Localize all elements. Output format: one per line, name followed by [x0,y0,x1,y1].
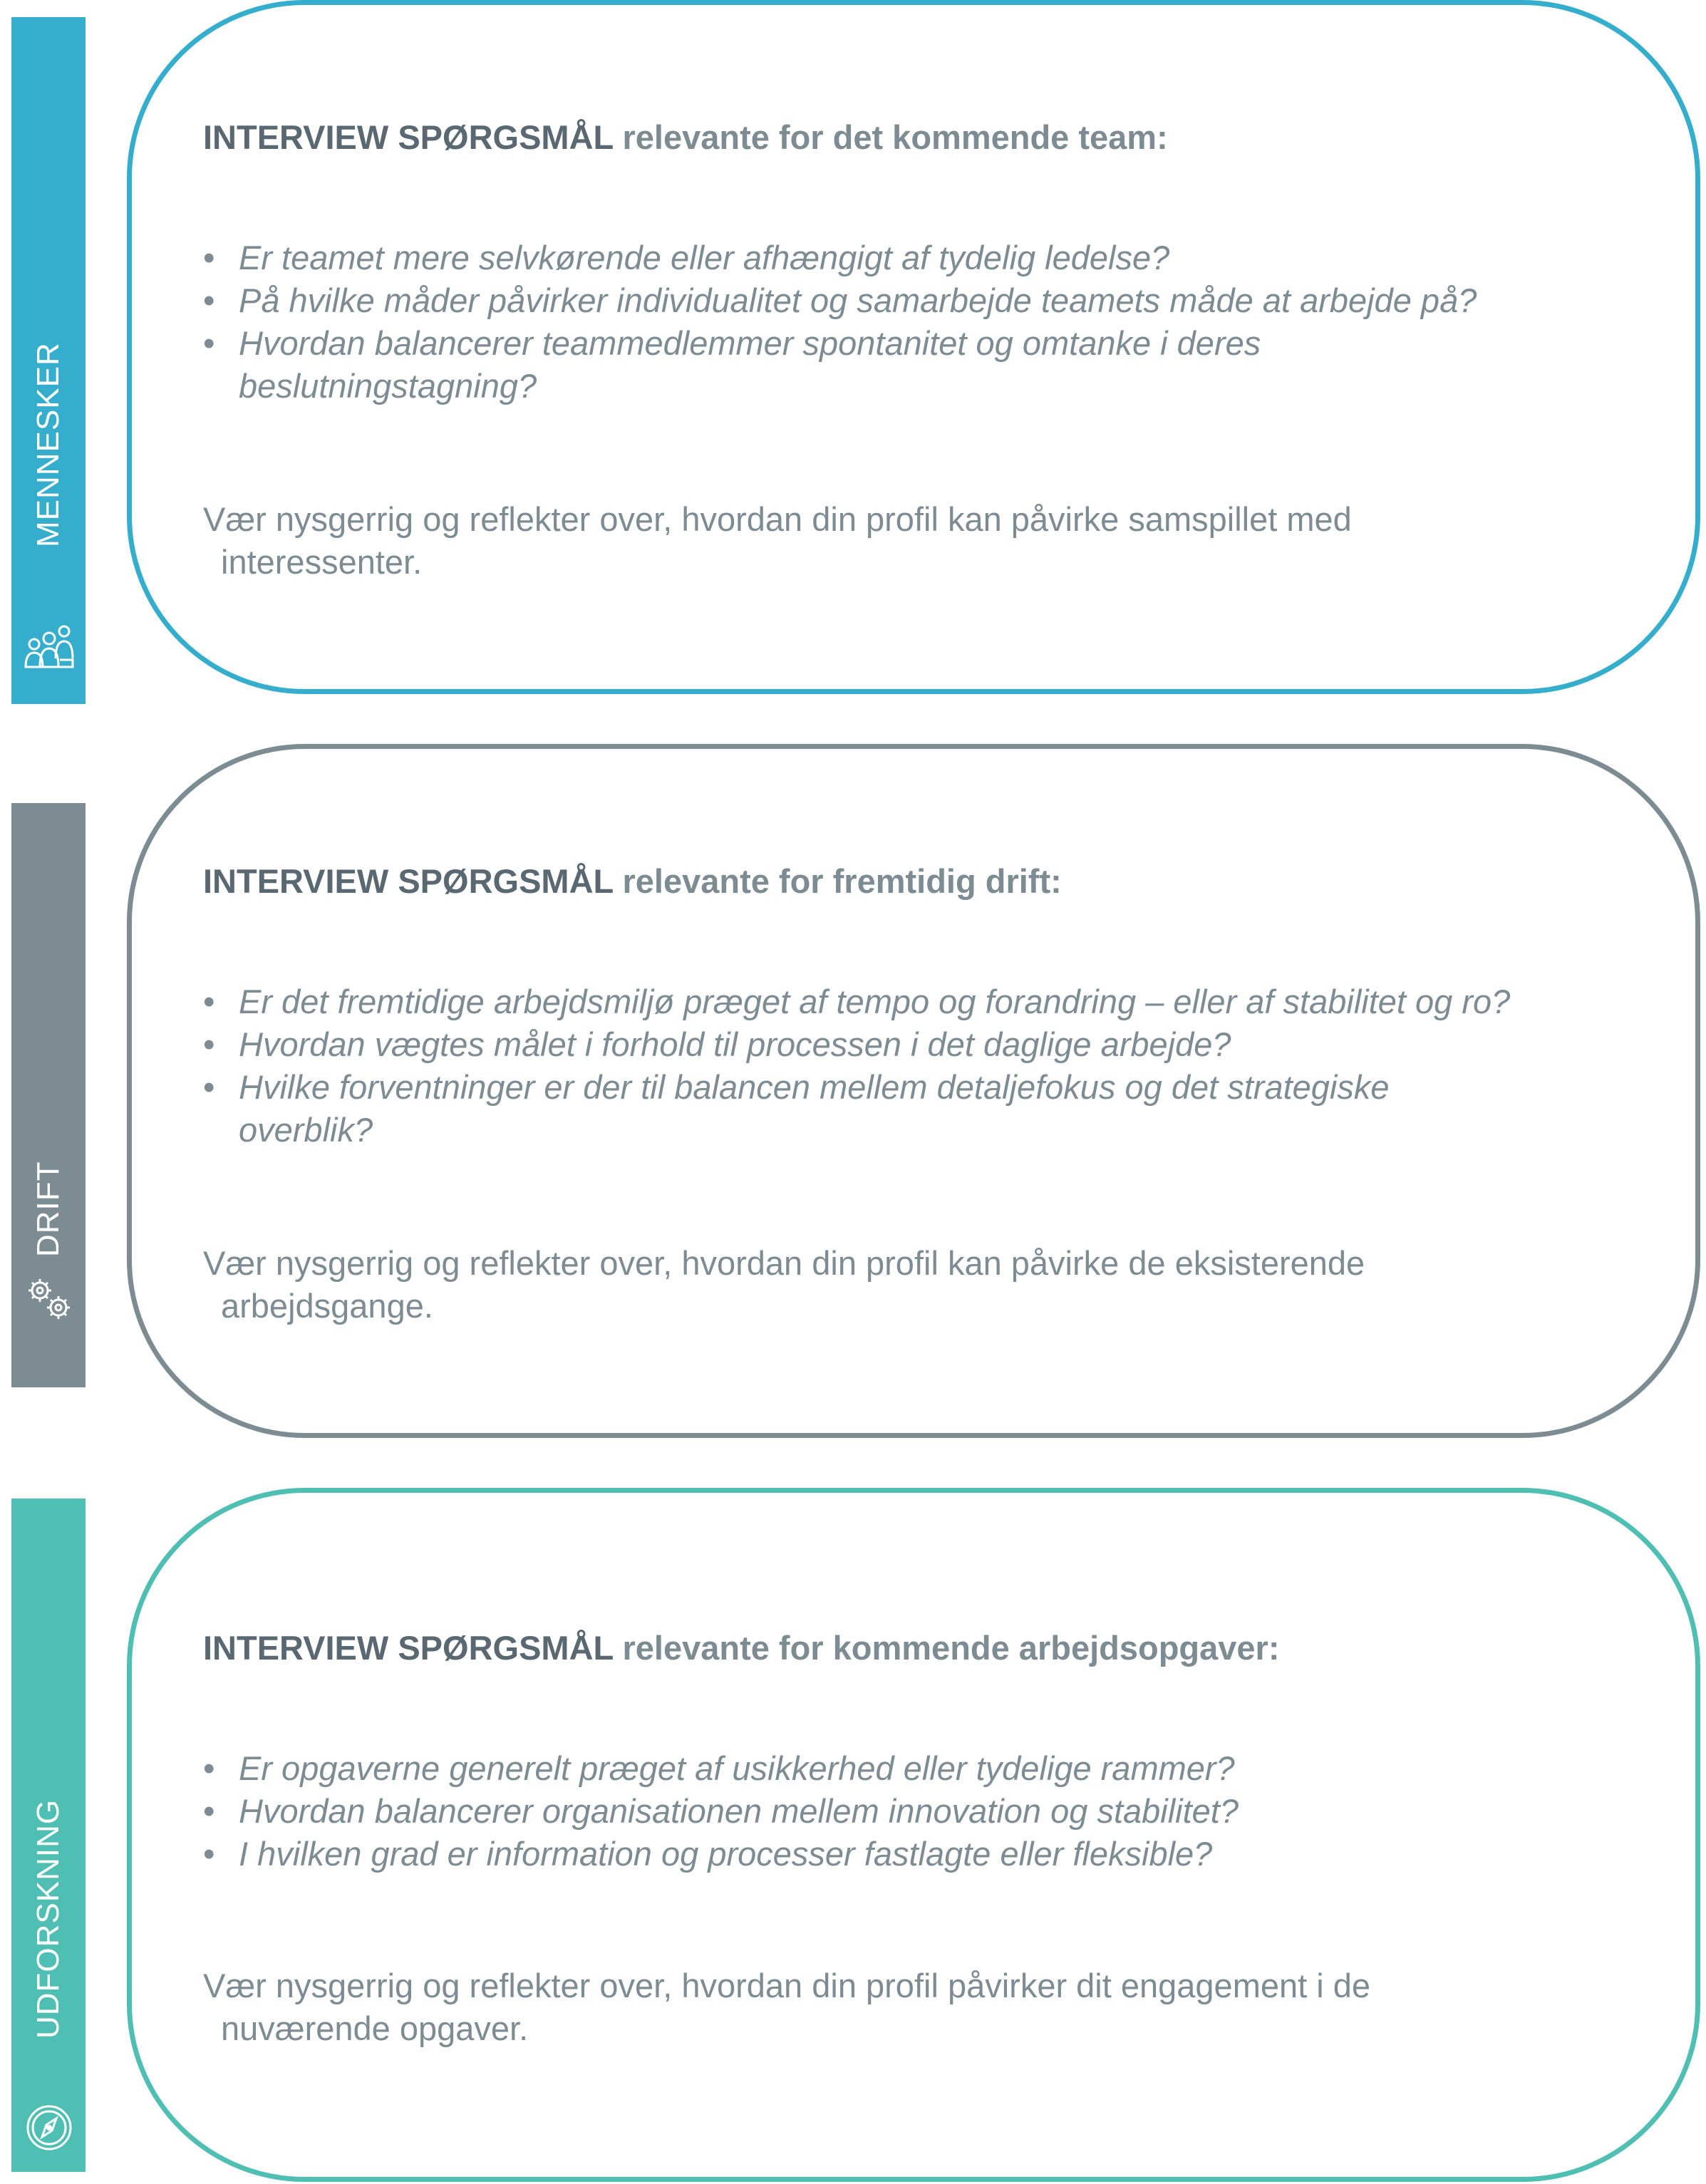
people-icon [24,623,74,673]
heading-rest: relevante for fremtidig drift: [622,862,1062,900]
gears-icon [24,1273,74,1323]
list-item: • Hvordan balancerer teammedlemmer spontanitet og omtanke i deres [203,322,1477,365]
sidebar-label-udforskning: UDFORSKNING [31,1799,66,2039]
sidebar-label-drift: DRIFT [31,1161,66,1258]
sidebar-drift [11,803,86,1387]
list-item: • Hvordan vægtes målet i forhold til processen i det daglige arbejde? [203,1023,1510,1066]
sidebar-udforskning [11,1499,86,2172]
note-line: nuværende opgaver. [221,2009,529,2047]
sidebar-label-mennesker: MENNESKER [31,342,66,547]
note-line: interessenter. [221,543,423,581]
list-item: • Hvilke forventninger er der til balancen mellem detaljefokus og det strategiske [203,1066,1510,1109]
note-line: Vær nysgerrig og reflekter over, hvordan din profil kan påvirke de eksisterende [203,1244,1365,1282]
section-card-mennesker [127,0,1700,694]
list-item-continuation: beslutningstagning? [239,367,537,405]
heading-strong: INTERVIEW SPØRGSMÅL [203,1629,614,1667]
section-card-udforskning [127,1488,1700,2182]
reflection-note [203,1965,1521,2050]
heading-rest: relevante for kommende arbejdsopgaver: [622,1629,1280,1667]
question-list [203,237,1477,408]
list-item: • På hvilke måder påvirker individualitet og samarbejde teamets måde at arbejde på? [203,279,1477,322]
compass-icon [24,2103,74,2153]
list-item: • I hvilken grad er information og processer fastlagte eller fleksible? [203,1833,1239,1875]
list-item: • Er opgaverne generelt præget af usikkerhed eller tydelige rammer? [203,1747,1239,1790]
list-item: • Er teamet mere selvkørende eller afhængigt af tydelig ledelse? [203,237,1477,279]
note-line: Vær nysgerrig og reflekter over, hvordan din profil påvirker dit engagement i de [203,1967,1371,2004]
list-item-continuation: overblik? [239,1111,373,1149]
sidebar-mennesker [11,17,86,704]
note-line: Vær nysgerrig og reflekter over, hvordan din profil kan påvirke samspillet med [203,500,1352,538]
heading-strong: INTERVIEW SPØRGSMÅL [203,862,614,900]
list-item: • Hvordan balancerer organisationen mellem innovation og stabilitet? [203,1790,1239,1833]
question-list [203,980,1510,1151]
reflection-note [203,498,1521,584]
note-line: arbejdsgange. [221,1287,433,1325]
question-list [203,1747,1239,1875]
section-card-drift [127,744,1700,1438]
list-item: • Er det fremtidige arbejdsmiljø præget af tempo og forandring – eller af stabilitet og ro? [203,980,1510,1023]
reflection-note [203,1242,1521,1328]
card-heading [203,118,1168,157]
card-heading [203,861,1062,901]
heading-strong: INTERVIEW SPØRGSMÅL [203,118,614,156]
heading-rest: relevante for det kommende team: [622,118,1168,156]
card-heading [203,1628,1279,1667]
